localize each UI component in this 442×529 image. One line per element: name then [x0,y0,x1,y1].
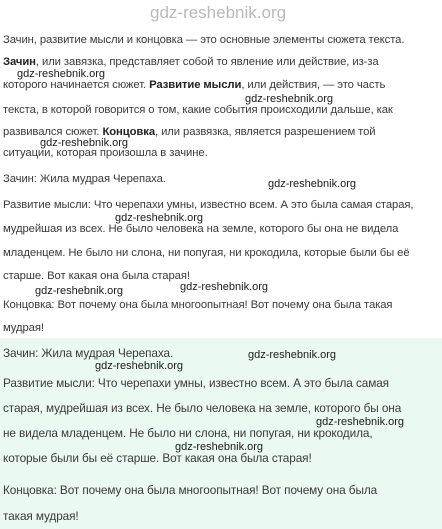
watermark: gdz-reshebnik.org [17,68,106,80]
koncovka-line: Концовка: Вот почему она была многоопытная! Вот почему она была такая [3,299,393,311]
razvitie-line: Развитие мысли: Что черепахи умны, известно всем. А это была самая [3,376,389,390]
razvitie-line: Развитие мысли: Что черепахи умны, известно всем. А это была самая старая, [3,199,414,211]
term-zachin: Зачин [3,56,36,68]
razvitie-line: не видела младенцем. Не было ни слона, ни попугая, ни крокодила, [3,426,373,440]
razvitie-line: мудрейшая из всех. Не было человека на земле, которого бы она не видела [3,223,399,235]
watermark: gdz-reshebnik.org [180,281,269,293]
razvitie-line: старая, мудрейшая из всех. Не было человека на земле, которого бы она [3,401,402,415]
watermark: gdz-reshebnik.org [35,285,124,297]
definition-koncovka: развивался сюжет. Концовка, или развязка, является разрешением той [3,126,376,138]
highlighted-answer-block [0,338,442,529]
razvitie-line: младенцем. Не было ни слона, ни попугая, ни крокодила, которые были бы её [3,247,410,259]
term-koncovka: Концовка [102,126,155,138]
watermark: gdz-reshebnik.org [40,137,129,149]
intro-line: Зачин, развитие мысли и концовка — это основные элементы сюжета текста. [3,34,405,46]
watermark: gdz-reshebnik.org [175,441,264,453]
razvitie-line: старше. Вот какая она была старая! [3,270,190,282]
zachin-line: Зачин: Жила мудрая Черепаха. [3,173,166,185]
definition-zachin: Зачин, или завязка, представляет собой то явление или действие, из-за [3,56,379,68]
watermark: gdz-reshebnik.org [248,349,337,361]
text-line: ситуации, которая произошла в зачине. [3,147,208,159]
text-line: текста, в которой говорится о том, какие события происходили дальше, как [3,104,393,116]
watermark: gdz-reshebnik.org [115,212,204,224]
definition-razvitie: которого начинается сюжет. Развитие мысли, или действия, — это часть [3,79,386,91]
koncovka-line: Концовка: Вот почему она была многоопытная! Вот почему она была [3,483,378,497]
header-watermark: gdz-reshebnik.org [150,3,287,22]
watermark: gdz-reshebnik.org [268,178,357,190]
watermark: gdz-reshebnik.org [95,360,184,372]
watermark: gdz-reshebnik.org [316,416,405,428]
koncovka-line: мудрая! [3,322,44,334]
watermark: gdz-reshebnik.org [245,93,334,105]
koncovka-line: такая мудрая! [3,509,79,523]
term-razvitie: Развитие мысли [149,79,242,91]
razvitie-line: которые были бы её старше. Вот какая она была старая! [3,451,312,465]
zachin-line: Зачин: Жила мудрая Черепаха. [3,346,174,360]
